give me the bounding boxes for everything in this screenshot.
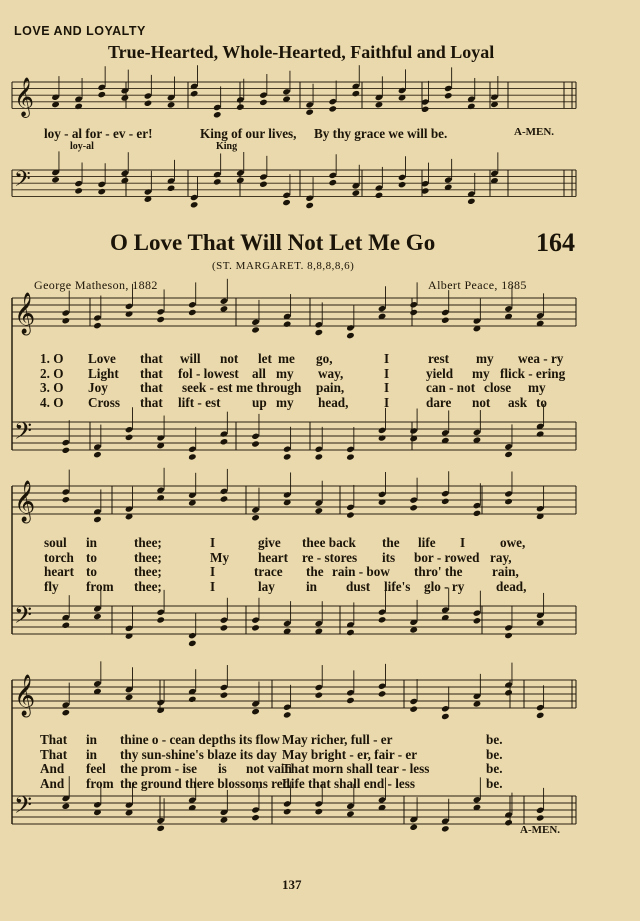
lyric-word: thee; bbox=[134, 578, 162, 594]
note-head bbox=[188, 640, 197, 647]
note-head bbox=[220, 438, 229, 445]
note-head bbox=[220, 624, 229, 631]
lyric-word: in bbox=[306, 578, 317, 594]
note-head bbox=[283, 808, 292, 815]
lyric-word: head, bbox=[318, 394, 349, 410]
lyric-word: My bbox=[210, 549, 230, 565]
note-head bbox=[467, 198, 476, 205]
lyric-word: thro' the bbox=[414, 564, 463, 580]
lyric-word: I bbox=[384, 394, 390, 410]
lyric-word: fol - lowest bbox=[178, 365, 239, 381]
prev-lyric-2: King of our lives, bbox=[200, 126, 297, 141]
note-head bbox=[315, 691, 324, 698]
lyric-word: my bbox=[472, 365, 490, 381]
lyric-word: And bbox=[40, 775, 65, 791]
lyric-word: be. bbox=[486, 732, 503, 747]
note-head bbox=[409, 309, 418, 316]
hymn-number: 164 bbox=[536, 228, 575, 257]
note-head bbox=[473, 510, 482, 517]
tenor-cue-1: loy-al bbox=[70, 141, 94, 152]
bass-clef-icon: 𝄢 bbox=[14, 417, 33, 450]
note-head bbox=[352, 189, 361, 196]
note-head bbox=[188, 309, 197, 316]
lyric-word: wea - ry bbox=[518, 351, 564, 366]
note-head bbox=[167, 101, 176, 108]
note-head bbox=[62, 709, 71, 716]
lyric-word: to bbox=[86, 564, 97, 580]
lyric-word: rest bbox=[428, 351, 449, 366]
note-head bbox=[504, 451, 513, 458]
lyric-word: rain, bbox=[492, 564, 519, 580]
lyric-word: in bbox=[86, 535, 97, 550]
lyric-word: That morn shall tear - less bbox=[282, 761, 430, 777]
prev-lyric-1: loy - al for - ev - er! bbox=[44, 126, 153, 141]
lyric-word: fly bbox=[44, 578, 59, 594]
note-head bbox=[441, 713, 450, 720]
note-head bbox=[409, 504, 418, 511]
lyric-word: thine o - cean depths its flow bbox=[120, 732, 280, 747]
lyric-word: I bbox=[210, 578, 216, 594]
lyric-word: the prom - ise bbox=[120, 761, 198, 777]
note-head bbox=[441, 498, 450, 505]
note-head bbox=[62, 622, 71, 629]
bass-clef-icon: 𝄢 bbox=[14, 601, 33, 634]
lyric-word: flick - ering bbox=[500, 365, 566, 381]
note-head bbox=[536, 814, 545, 821]
lyric-word: not bbox=[220, 351, 239, 366]
lyric-word: that bbox=[140, 394, 163, 410]
treble-clef-icon: 𝄞 bbox=[14, 77, 35, 117]
lyric-word: go, bbox=[316, 351, 333, 366]
lyric-word: I bbox=[384, 365, 390, 381]
lyric-word: my bbox=[528, 380, 546, 396]
note-head bbox=[473, 617, 482, 624]
note-head bbox=[467, 103, 476, 110]
lyric-word: May richer, full - er bbox=[282, 732, 393, 747]
note-head bbox=[375, 192, 384, 199]
lyric-word: to bbox=[86, 549, 97, 565]
note-head bbox=[51, 176, 60, 183]
lyric-word: thee; bbox=[134, 535, 162, 550]
lyric-word: its bbox=[382, 549, 396, 565]
author: George Matheson, 1882 bbox=[34, 278, 158, 292]
note-head bbox=[315, 329, 324, 336]
lyric-word: the ground there blossoms red bbox=[120, 775, 290, 791]
lyric-word: be. bbox=[486, 746, 503, 762]
note-head bbox=[283, 453, 292, 460]
note-head bbox=[156, 494, 165, 501]
note-head bbox=[504, 689, 513, 696]
lyric-word: That bbox=[40, 746, 68, 762]
lyric-word: that bbox=[140, 351, 163, 366]
note-head bbox=[97, 91, 106, 98]
note-head bbox=[93, 516, 102, 523]
note-head bbox=[328, 105, 337, 112]
previous-hymn-title: True-Hearted, Whole-Hearted, Faithful and Loyal bbox=[108, 42, 495, 62]
note-head bbox=[251, 440, 260, 447]
lyric-word: I bbox=[460, 535, 466, 550]
lyric-word: I bbox=[384, 351, 390, 366]
lyric-word: lift - est bbox=[178, 394, 221, 410]
note-head bbox=[251, 708, 260, 715]
note-head bbox=[213, 178, 222, 185]
lyric-word: soul bbox=[44, 535, 67, 550]
lyric-word: dare bbox=[426, 394, 452, 410]
note-head bbox=[220, 691, 229, 698]
lyric-word: in bbox=[86, 746, 97, 762]
note-head bbox=[283, 711, 292, 718]
lyric-word: the bbox=[382, 535, 400, 550]
lyric-word: heart bbox=[44, 564, 75, 580]
lyric-word: life bbox=[418, 535, 436, 550]
note-head bbox=[536, 712, 545, 719]
note-head bbox=[378, 616, 387, 623]
note-head bbox=[125, 632, 134, 639]
lyric-word: 2. O bbox=[40, 365, 64, 381]
note-head bbox=[97, 188, 106, 195]
lyric-word: me bbox=[278, 351, 295, 366]
note-head bbox=[346, 332, 355, 339]
lyric-word: thee; bbox=[134, 564, 162, 580]
lyric-word: 3. O bbox=[40, 380, 64, 396]
note-head bbox=[144, 100, 153, 107]
lyric-word: I bbox=[384, 380, 390, 396]
lyric-word: not vain bbox=[246, 761, 292, 777]
page-number: 137 bbox=[282, 877, 302, 892]
lyric-word: pain, bbox=[316, 380, 345, 396]
lyric-word: life's bbox=[384, 578, 411, 594]
note-head bbox=[62, 317, 71, 324]
note-head bbox=[156, 825, 165, 832]
note-head bbox=[74, 187, 83, 194]
note-head bbox=[315, 808, 324, 815]
lyric-word: ask bbox=[508, 394, 528, 410]
treble-clef-icon: 𝄞 bbox=[14, 481, 36, 522]
note-head bbox=[251, 814, 260, 821]
lyric-word: close bbox=[484, 380, 512, 396]
lyric-word: torch bbox=[44, 549, 74, 565]
lyric-word: my bbox=[476, 351, 494, 366]
note-head bbox=[156, 316, 165, 323]
note-head bbox=[346, 453, 355, 460]
section-heading: LOVE AND LOYALTY bbox=[14, 24, 146, 38]
note-head bbox=[93, 613, 102, 620]
lyric-word: ray, bbox=[490, 549, 512, 565]
lyric-word: thee back bbox=[302, 535, 356, 550]
lyric-word: my bbox=[276, 365, 294, 381]
lyric-word: lay bbox=[258, 578, 275, 594]
note-head bbox=[536, 430, 545, 437]
note-head bbox=[346, 511, 355, 518]
note-head bbox=[444, 92, 453, 99]
note-head bbox=[378, 690, 387, 697]
lyric-word: May bright - er, fair - er bbox=[282, 746, 418, 762]
lyric-word: all bbox=[252, 365, 266, 381]
note-head bbox=[62, 496, 71, 503]
lyric-word: feel bbox=[86, 761, 106, 777]
tenor-cue-2: King bbox=[216, 141, 238, 152]
lyric-word: let bbox=[258, 351, 272, 366]
treble-clef-icon: 𝄞 bbox=[14, 293, 36, 334]
note-head bbox=[398, 181, 407, 188]
lyric-word: to bbox=[536, 394, 547, 410]
lyric-word: trace bbox=[254, 564, 283, 580]
note-head bbox=[220, 305, 229, 312]
lyric-word: thee; bbox=[134, 549, 162, 565]
lyric-word: will bbox=[180, 351, 201, 366]
note-head bbox=[93, 322, 102, 329]
lyric-word: dust bbox=[346, 578, 371, 594]
lyric-word: I bbox=[210, 564, 216, 580]
lyric-word: owe, bbox=[500, 535, 526, 550]
lyric-word: Joy bbox=[88, 380, 108, 396]
lyric-word: be. bbox=[486, 761, 503, 777]
note-head bbox=[409, 824, 418, 831]
amen-label-prev: A-MEN. bbox=[514, 126, 555, 138]
lyric-word: from bbox=[86, 775, 114, 791]
bass-clef-icon: 𝄢 bbox=[14, 167, 31, 197]
lyric-word: in bbox=[86, 732, 97, 747]
lyric-word: Light bbox=[88, 365, 119, 381]
note-head bbox=[167, 185, 176, 192]
note-head bbox=[190, 201, 199, 208]
note-head bbox=[346, 810, 355, 817]
note-head bbox=[259, 181, 268, 188]
note-head bbox=[251, 624, 260, 631]
note-head bbox=[213, 111, 222, 118]
note-head bbox=[156, 616, 165, 623]
lyric-word: Love bbox=[88, 351, 116, 366]
note-head bbox=[315, 507, 324, 514]
note-head bbox=[504, 819, 513, 826]
amen-label: A-MEN. bbox=[520, 824, 561, 836]
note-head bbox=[259, 99, 268, 106]
bass-clef-icon: 𝄢 bbox=[14, 791, 33, 824]
lyric-word: Life that shall end - less bbox=[282, 775, 415, 791]
note-head bbox=[220, 495, 229, 502]
lyric-word: way, bbox=[318, 365, 344, 381]
note-head bbox=[190, 90, 199, 97]
tune-name: (ST. MARGARET. 8,8,8,8,6) bbox=[212, 260, 355, 272]
note-head bbox=[283, 320, 292, 327]
lyric-word: heart bbox=[258, 549, 289, 565]
lyric-word: not bbox=[472, 394, 491, 410]
lyric-word: can - not bbox=[426, 380, 476, 396]
prev-lyric-3: By thy grace we will be. bbox=[314, 126, 448, 141]
note-head bbox=[352, 90, 361, 97]
lyric-word: That bbox=[40, 732, 68, 747]
lyric-word: up bbox=[252, 394, 267, 410]
note-head bbox=[504, 498, 513, 505]
lyric-word: seek - est bbox=[182, 380, 233, 396]
lyric-word: rain - bow bbox=[332, 564, 390, 580]
lyric-word: from bbox=[86, 578, 114, 594]
note-head bbox=[188, 453, 197, 460]
lyric-word: give bbox=[258, 535, 281, 550]
lyric-word: And bbox=[40, 761, 65, 777]
lyric-word: my bbox=[276, 394, 294, 410]
lyric-word: bor - rowed bbox=[414, 549, 480, 565]
note-head bbox=[74, 103, 83, 110]
note-head bbox=[328, 179, 337, 186]
note-head bbox=[188, 696, 197, 703]
lyric-word: I bbox=[210, 535, 216, 550]
lyric-word: that bbox=[140, 365, 163, 381]
lyric-word: yield bbox=[426, 365, 454, 381]
note-head bbox=[62, 447, 71, 454]
lyric-word: re - stores bbox=[302, 549, 358, 565]
lyric-word: thy sun-shine's blaze its day bbox=[120, 746, 277, 762]
note-head bbox=[251, 326, 260, 333]
lyric-word: glo - ry bbox=[424, 578, 465, 594]
note-head bbox=[125, 694, 134, 701]
composer: Albert Peace, 1885 bbox=[428, 278, 527, 292]
lyric-word: the bbox=[306, 564, 324, 580]
lyric-word: be. bbox=[486, 775, 503, 791]
note-head bbox=[125, 434, 134, 441]
note-head bbox=[305, 109, 314, 116]
note-head bbox=[62, 803, 71, 810]
note-head bbox=[346, 697, 355, 704]
lyric-word: is bbox=[218, 761, 227, 777]
lyric-word: dead, bbox=[496, 578, 527, 594]
note-head bbox=[93, 451, 102, 458]
treble-clef-icon: 𝄞 bbox=[14, 675, 36, 716]
note-head bbox=[346, 629, 355, 636]
note-head bbox=[441, 317, 450, 324]
lyric-word: 4. O bbox=[40, 394, 64, 410]
lyric-word: that bbox=[140, 380, 163, 396]
lyric-word: Cross bbox=[88, 394, 120, 410]
note-head bbox=[282, 199, 291, 206]
note-head bbox=[125, 310, 134, 317]
lyric-word: 1. O bbox=[40, 351, 64, 366]
note-head bbox=[251, 514, 260, 521]
note-head bbox=[315, 453, 324, 460]
note-head bbox=[305, 202, 314, 209]
lyric-word: me through bbox=[236, 380, 302, 396]
hymn-title: O Love That Will Not Let Me Go bbox=[110, 230, 436, 255]
note-head bbox=[504, 632, 513, 639]
note-head bbox=[441, 825, 450, 832]
note-head bbox=[409, 705, 418, 712]
note-head bbox=[378, 434, 387, 441]
